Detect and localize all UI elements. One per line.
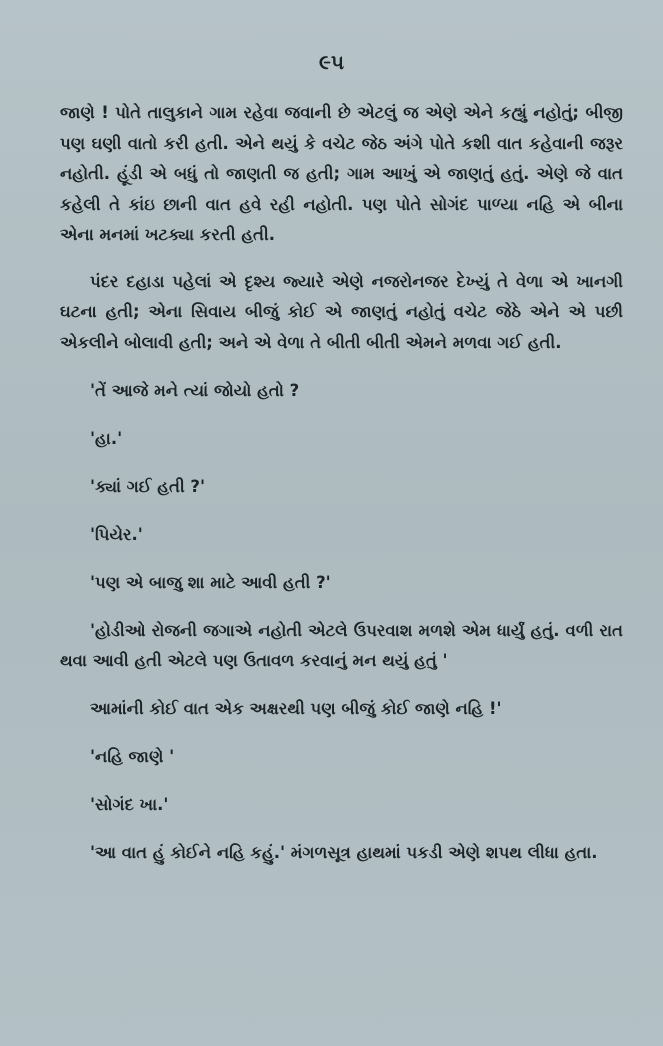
page-number: ૯૫ <box>319 50 344 74</box>
dialogue-line: 'ક્યાં ગઈ હતી ?' <box>90 477 206 496</box>
dialogue-line: 'આ વાત હું કોઈને નહિ કહું.' મંગળસૂત્ર હાથમાં પકડી એણે શપથ લીધા હતા. <box>90 843 598 862</box>
dialogue-line: 'પણ એ બાજુ શા માટે આવી હતી ?' <box>90 573 331 592</box>
dialogue-line: આમાંની કોઈ વાત એક અક્ષરથી પણ બીજું કોઈ જાણે નહિ !' <box>90 699 502 718</box>
dialogue-line: 'નહિ જાણે ' <box>90 747 175 766</box>
paragraph: પંદર દહાડા પહેલાં એ દૃશ્ય જ્યારે એણે નજરોનજર દેખ્યું તે વેળા એ ખાનગી ઘટના હતી; એના સિવાય બીજું કોઈ એ જાણતું નહોતું વચેટ જેઠે એને એ પછી એકલીને બોલાવી હતી; અને એ વેળા તે બીતી બીતી એમને મળવા ગઈ હતી. <box>60 271 623 352</box>
page-text <box>60 98 623 886</box>
dialogue-line: 'હા.' <box>90 429 123 448</box>
paragraph: જાણે ! પોતે તાલુકાને ગામ રહેવા જવાની છે એટલું જ એણે એને કહ્યું નહોતું; બીજી પણ ઘણી વાતો કરી હતી. એને થયું કે વચેટ જેઠ અંગે પોતે કશી વાત કહેવાની જરૂર નહોતી. હૂંડી એ બધું તો જાણતી જ હતી; ગામ આખું એ જાણતું હતું. એણે જે વાત કહેલી તે કાંઇ છાની વાત હવે રહી નહોતી. પણ પોતે સોગંદ પાળ્યા નહિ એ બીના એના મનમાં ખટક્યા કરતી હતી. <box>60 103 623 244</box>
dialogue-line: 'સોગંદ ખા.' <box>90 795 169 814</box>
dialogue-line: 'હોડીઓ રોજની જગાએ નહોતી એટલે ઉપરવાશ મળશે એમ ધાર્યું હતું. વળી રાત થવા આવી હતી એટલે પણ ઉતાવળ કરવાનું મન થયું હતું ' <box>60 621 623 670</box>
dialogue-line: 'તેં આજે મને ત્યાં જોયો હતો ? <box>90 381 300 400</box>
dialogue-line: 'પિયેર.' <box>90 525 143 544</box>
